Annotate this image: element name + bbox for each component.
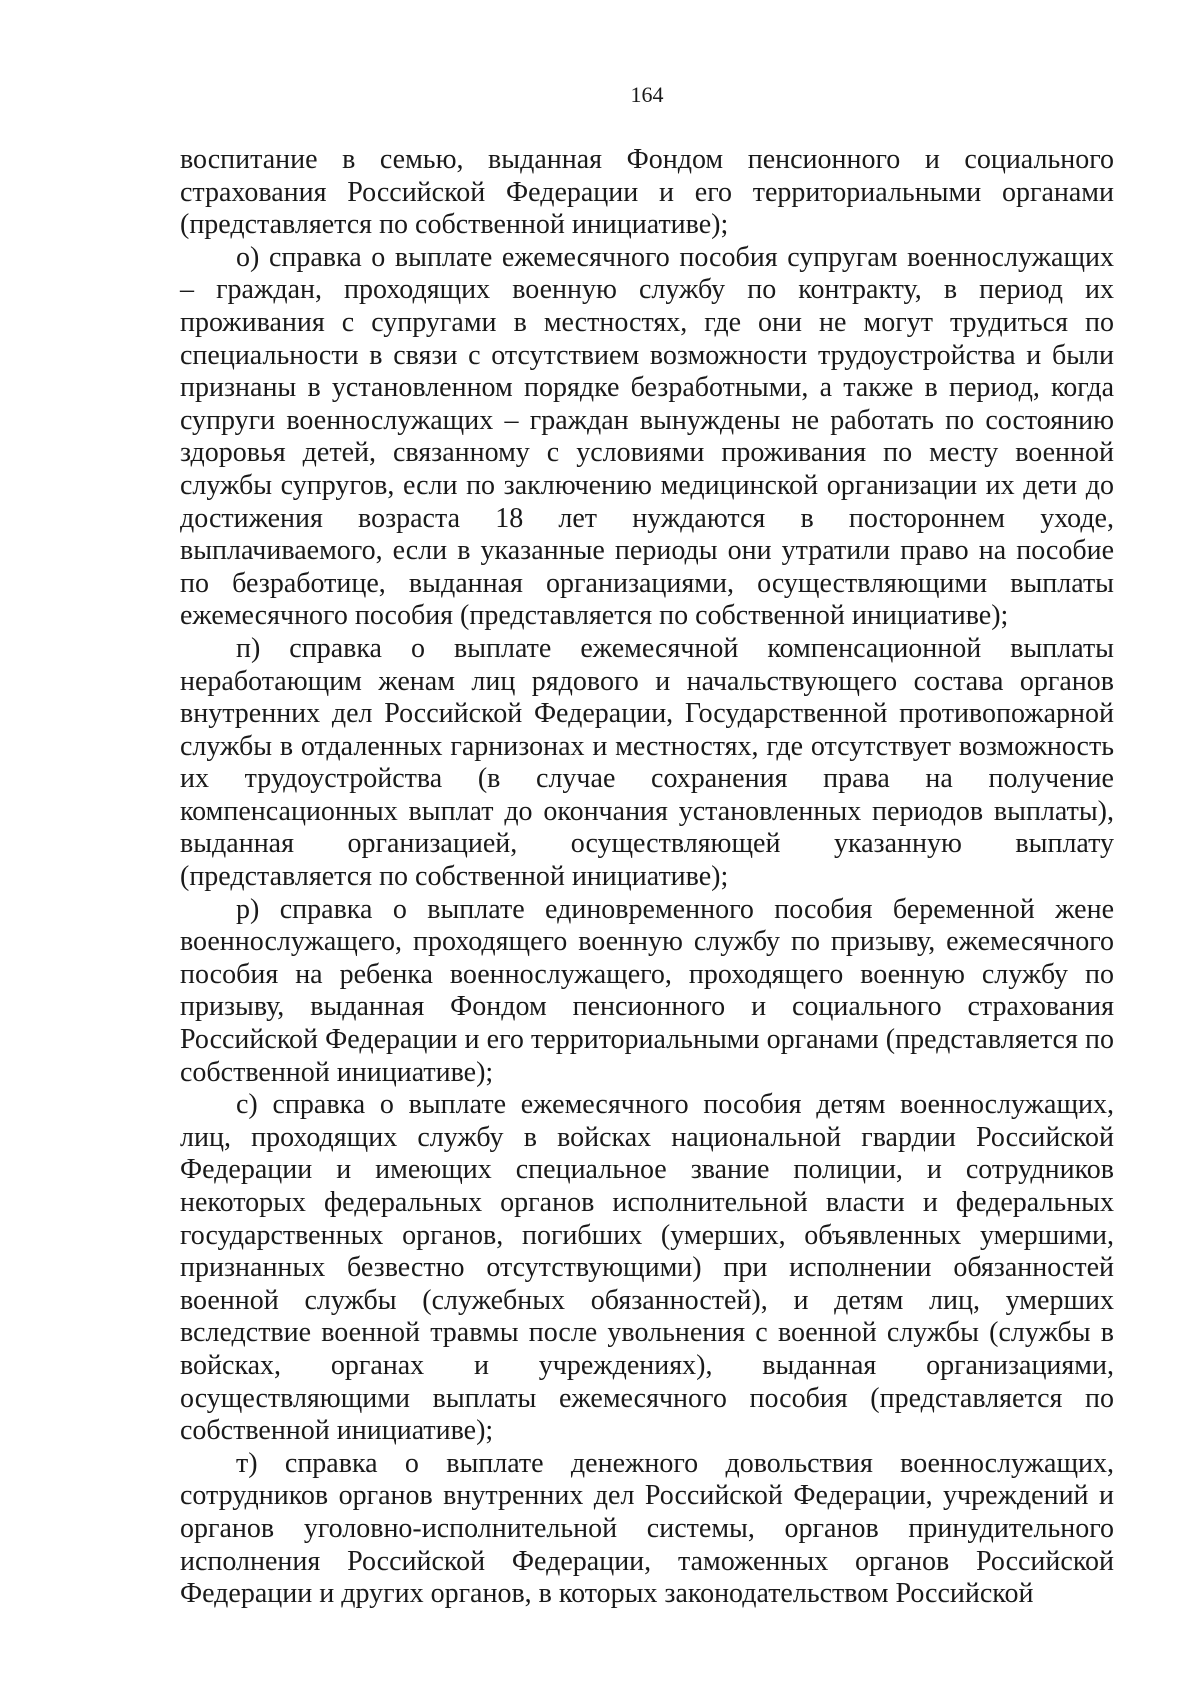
paragraph-continuation: воспитание в семью, выданная Фондом пенсионного и социального страхования Российской Федерации и его территориальными органами (представляется по собственной инициативе); xyxy=(180,144,1114,241)
document-body xyxy=(180,144,1114,1611)
paragraph-item-t: т) справка о выплате денежного довольствия военнослужащих, сотрудников органов внутренних дел Российской Федерации, учреждений и органов уголовно-исполнительной системы, органов принудительного исполнения Российской Федерации, таможенных органов Российской Федерации и других органов, в которых законодательством Российской xyxy=(180,1447,1114,1610)
paragraph-item-s: с) справка о выплате ежемесячного пособия детям военнослужащих, лиц, проходящих службу в войсках национальной гвардии Российской Федерации и имеющих специальное звание полиции, и сотрудников некоторых федеральных органов исполнительной власти и федеральных государственных органов, погибших (умерших, объявленных умершими, признанных безвестно отсутствующими) при исполнении обязанностей военной службы (служебных обязанностей), и детям лиц, умерших вследствие военной травмы после увольнения с военной службы (службы в войсках, органах и учреждениях), выданная организациями, осуществляющими выплаты ежемесячного пособия (представляется по собственной инициативе); xyxy=(180,1089,1114,1447)
paragraph-item-p: п) справка о выплате ежемесячной компенсационной выплаты неработающим женам лиц рядового и начальствующего состава органов внутренних дел Российской Федерации, Государственной противопожарной службы в отдаленных гарнизонах и местностях, где отсутствует возможность их трудоустройства (в случае сохранения права на получение компенсационных выплат до окончания установленных периодов выплаты), выданная организацией, осуществляющей указанную выплату (представляется по собственной инициативе); xyxy=(180,632,1114,893)
page-number: 164 xyxy=(630,82,664,107)
paragraph-item-r: р) справка о выплате единовременного пособия беременной жене военнослужащего, проходящего военную службу по призыву, ежемесячного пособия на ребенка военнослужащего, проходящего военную службу по призыву, выданная Фондом пенсионного и социального страхования Российской Федерации и его территориальными органами (представляется по собственной инициативе); xyxy=(180,893,1114,1088)
paragraph-item-o: о) справка о выплате ежемесячного пособия супругам военнослужащих – граждан, проходящих военную службу по контракту, в период их проживания с супругами в местностях, где они не могут трудиться по специальности в связи с отсутствием возможности трудоустройства и были признаны в установленном порядке безработными, а также в период, когда супруги военнослужащих – граждан вынуждены не работать по состоянию здоровья детей, связанному с условиями проживания по месту военной службы супругов, если по заключению медицинской организации их дети до достижения возраста 18 лет нуждаются в постороннем уходе, выплачиваемого, если в указанные периоды они утратили право на пособие по безработице, выданная организациями, осуществляющими выплаты ежемесячного пособия (представляется по собственной инициативе); xyxy=(180,241,1114,632)
